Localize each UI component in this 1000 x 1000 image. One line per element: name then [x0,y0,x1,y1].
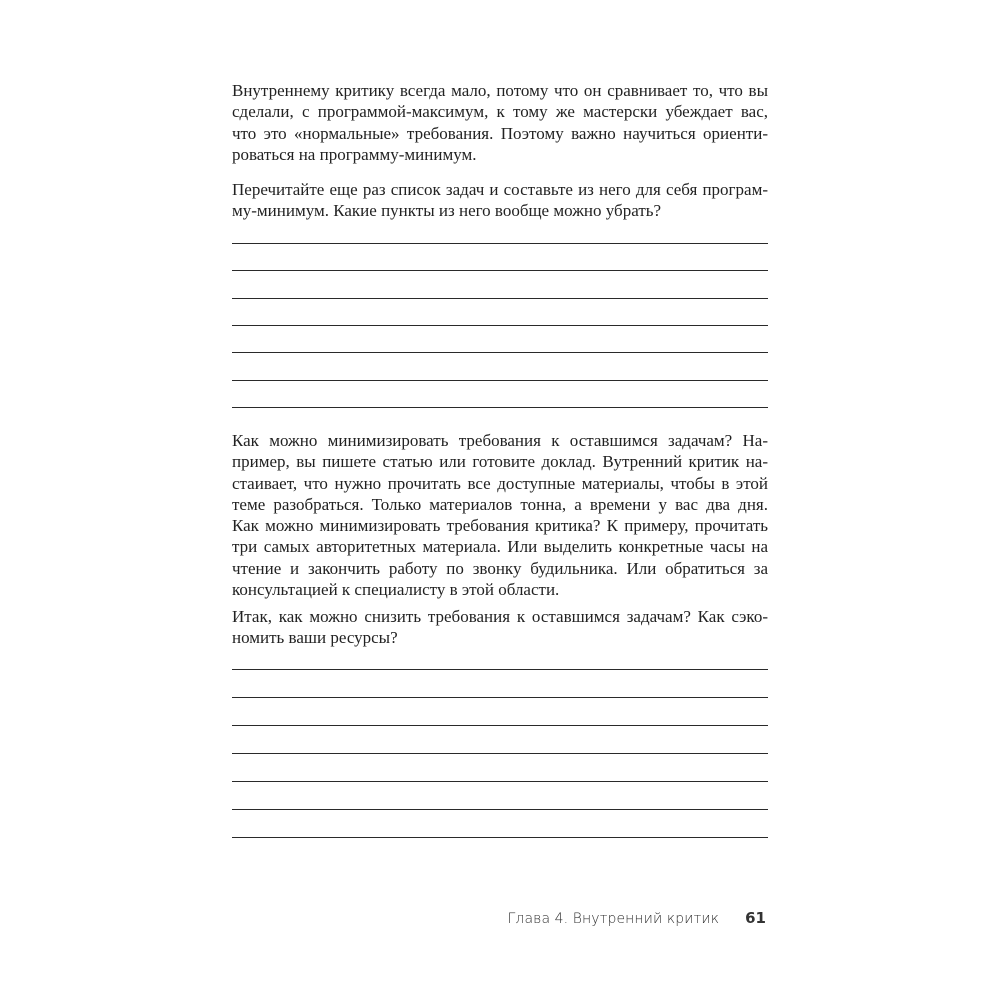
text-line: Перечитайте еще раз список задач и составьте из него для себя програм- [232,180,768,199]
paragraph-minimize-requirements [232,430,768,600]
page-number: 61 [745,909,766,927]
text-line: му-минимум. Какие пункты из него вообще можно убрать? [232,201,662,221]
text-line: Как можно минимизировать требования к оставшимся задачам? На- [232,431,768,450]
answer-line[interactable] [232,298,768,299]
text-line: стаивает, что нужно прочитать все доступные материалы, чтобы в этой [232,473,768,493]
paragraph-program-minimum-prompt [232,179,768,222]
answer-line[interactable] [232,781,768,782]
text-line: пример, вы пишете статью или готовите доклад. Вутренний критик на- [232,452,768,472]
answer-line[interactable] [232,380,768,381]
text-line: сделали, с программой-максимум, к тому же мастерски убеждает вас, [232,102,768,122]
answer-line[interactable] [232,407,768,408]
text-line: что это «нормальные» требования. Поэтому важно научиться ориенти- [232,123,768,143]
text-line: чтение и закончить работу по звонку будильника. Или обратиться за [232,558,768,578]
text-line: консультацией к специалисту в этой области. [232,580,560,600]
chapter-title: Глава 4. Внутренний критик [507,911,720,927]
text-line: Внутреннему критику всегда мало, потому что он сравнивает то, что вы [232,81,768,100]
answer-line[interactable] [232,270,768,271]
answer-line[interactable] [232,809,768,810]
answer-line[interactable] [232,725,768,726]
answer-line[interactable] [232,669,768,670]
answer-line[interactable] [232,325,768,326]
answer-line[interactable] [232,243,768,244]
answer-line[interactable] [232,352,768,353]
page-footer [508,909,766,927]
answer-line[interactable] [232,697,768,698]
answer-line[interactable] [232,837,768,838]
paragraph-critic-intro [232,80,768,165]
text-line: Как можно минимизировать требования критика? К примеру, прочитать [232,516,768,536]
text-line: Итак, как можно снизить требования к оставшимся задачам? Как сэко- [232,607,768,626]
text-line: роваться на программу-минимум. [232,144,477,164]
answer-line[interactable] [232,753,768,754]
text-line: номить ваши ресурсы? [232,628,398,648]
text-line: три самых авторитетных материала. Или выделить конкретные часы на [232,537,768,557]
text-line: теме разобраться. Только материалов тонна, а времени у вас два дня. [232,494,768,514]
paragraph-reduce-requirements-prompt [232,606,768,649]
